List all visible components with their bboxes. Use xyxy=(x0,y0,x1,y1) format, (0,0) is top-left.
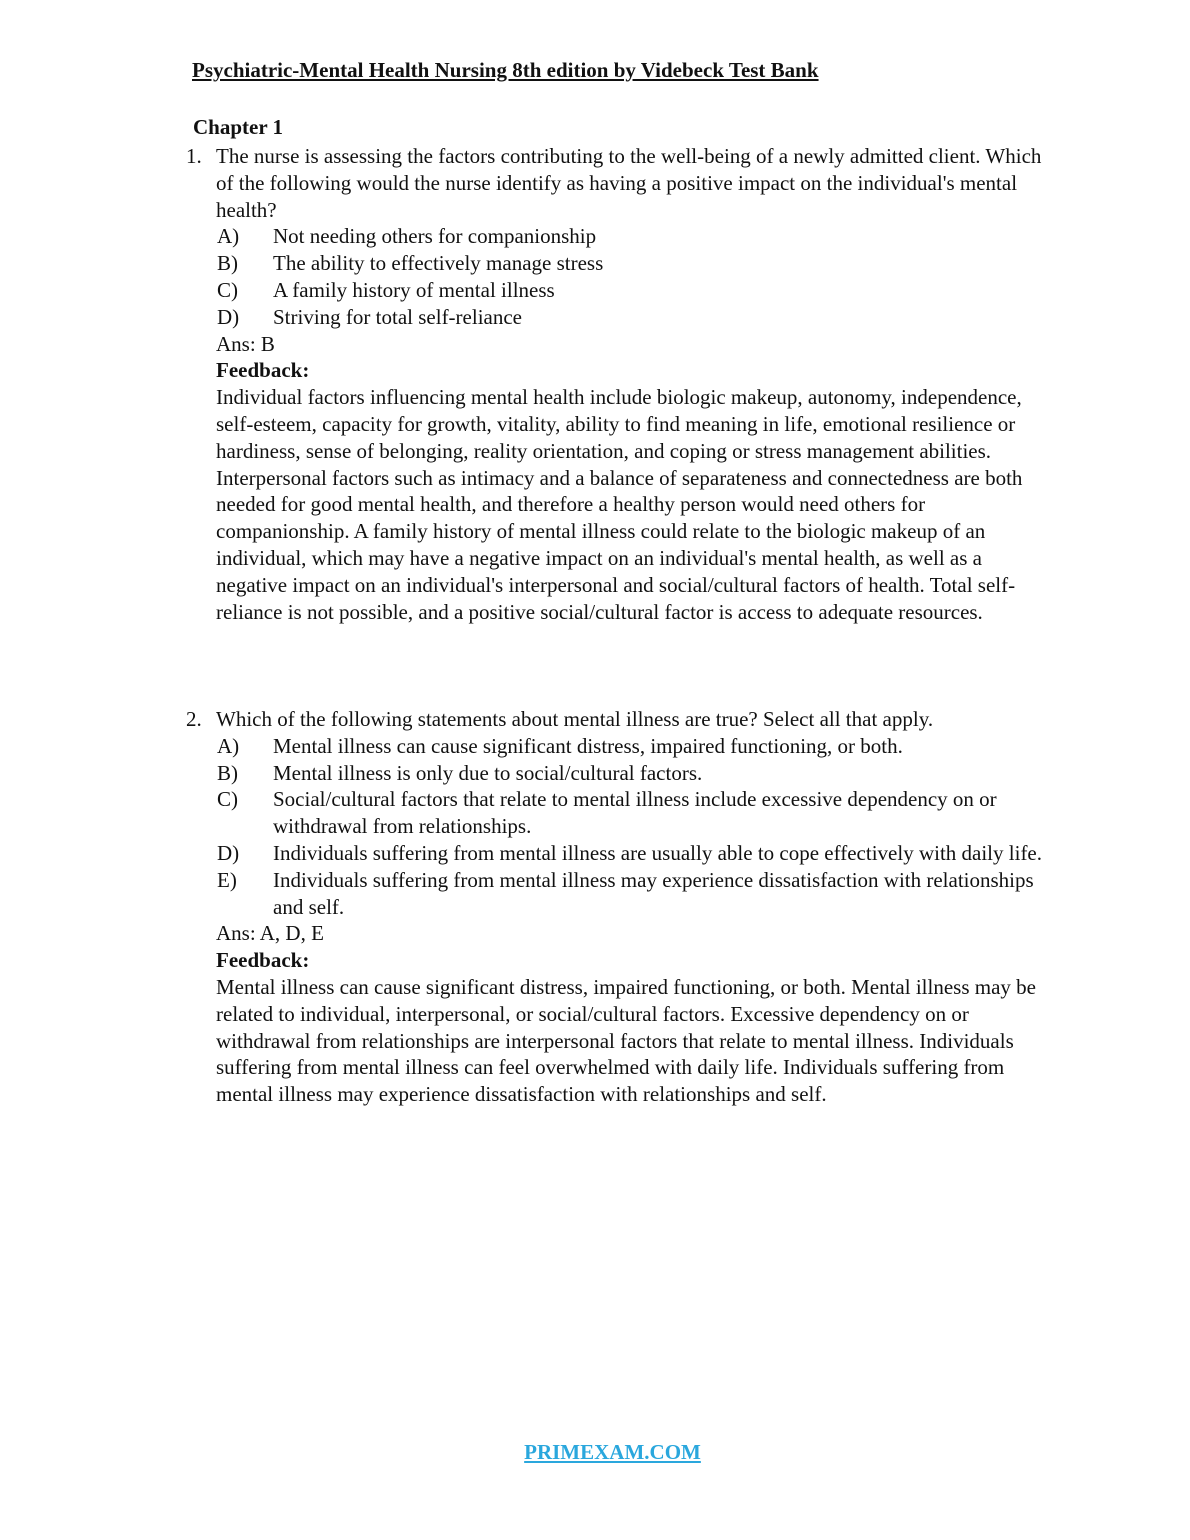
option-letter: A) xyxy=(217,733,240,758)
option-c xyxy=(216,786,1046,840)
question-text: The nurse is assessing the factors contributing to the well-being of a newly admitted client. Which of the following would the nurse identify as having a positive impact on the individual's mental health? xyxy=(216,144,1042,222)
feedback-text: Individual factors influencing mental health include biologic makeup, autonomy, independence, self-esteem, capacity for growth, vitality, ability to find meaning in life, emotional resilience or hardiness, sense of belonging, reality orientation, and coping or stress management abilities. Interpersonal factors such as intimacy and a balance of separateness and connectedness are both needed for good mental health, and therefore a healthy person would need others for companionship. A family history of mental illness could relate to the biologic makeup of an individual, which may have a negative impact on an individual's mental health, as well as a negative impact on an individual's interpersonal and social/cultural factors of health. Total self-reliance is not possible, and a positive social/cultural factor is access to adequate resources. xyxy=(216,385,1023,624)
option-letter: C) xyxy=(217,277,238,302)
question-number: 2. xyxy=(186,707,202,731)
feedback-text: Mental illness can cause significant distress, impaired functioning, or both. Mental illness may be related to individual, interpersonal, or social/cultural factors. Excessive dependency on or withdrawal from relationships are interpersonal factors that relate to mental illness. Individuals suffering from mental illness can feel overwhelmed with daily life. Individuals suffering from mental illness may experience dissatisfaction with relationships and self. xyxy=(216,974,1036,1107)
option-text: A family history of mental illness xyxy=(273,277,555,302)
option-text: The ability to effectively manage stress xyxy=(273,251,604,276)
option-text: Individuals suffering from mental illness may experience dissatisfaction with relationships and self. xyxy=(273,867,1034,919)
answer-key: Ans: B xyxy=(216,331,275,356)
question-2 xyxy=(186,706,1046,1108)
option-letter: C) xyxy=(217,787,238,812)
answer-options xyxy=(186,733,1046,921)
option-e xyxy=(216,867,1046,921)
option-letter: D) xyxy=(217,840,240,865)
primexam-link[interactable]: PRIMEXAM.COM xyxy=(524,1440,701,1464)
question-text: Which of the following statements about mental illness are true? Select all that apply. xyxy=(216,707,934,731)
option-letter: D) xyxy=(217,304,240,329)
question-stem xyxy=(186,706,1046,733)
feedback-label: Feedback: xyxy=(216,948,310,973)
question-number: 1. xyxy=(186,144,202,168)
option-text: Individuals suffering from mental illness are usually able to cope effectively with daily life. xyxy=(273,840,1043,865)
footer-link-container xyxy=(0,1440,1190,1465)
option-text: Not needing others for companionship xyxy=(273,224,597,249)
answer-key: Ans: A, D, E xyxy=(216,921,324,946)
option-d xyxy=(216,840,1046,867)
option-b xyxy=(216,760,1046,787)
option-letter: B) xyxy=(217,251,238,276)
question-1 xyxy=(186,143,1046,625)
option-text: Striving for total self-reliance xyxy=(273,304,522,329)
question-stem xyxy=(186,143,1046,223)
option-c xyxy=(216,277,1046,304)
option-text: Mental illness can cause significant distress, impaired functioning, or both. xyxy=(273,733,903,758)
option-a xyxy=(216,733,1046,760)
option-text: Mental illness is only due to social/cultural factors. xyxy=(273,760,703,785)
chapter-heading: Chapter 1 xyxy=(193,115,284,139)
option-b xyxy=(216,250,1046,277)
page-title: Psychiatric-Mental Health Nursing 8th edition by Videbeck Test Bank xyxy=(192,58,819,82)
option-letter: E) xyxy=(217,867,237,892)
option-letter: A) xyxy=(217,224,240,249)
option-text: Social/cultural factors that relate to mental illness include excessive dependency on or withdrawal from relationships. xyxy=(273,787,997,839)
answer-options xyxy=(186,223,1046,330)
option-letter: B) xyxy=(217,760,238,785)
option-a xyxy=(216,223,1046,250)
option-d xyxy=(216,304,1046,331)
feedback-label: Feedback: xyxy=(216,358,310,383)
